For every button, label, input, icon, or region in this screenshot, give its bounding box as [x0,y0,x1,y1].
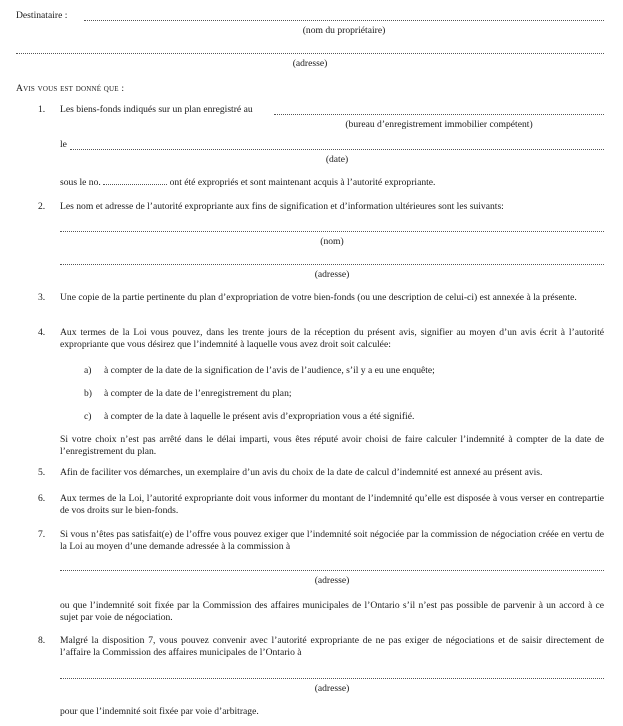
item-7-followup: ou que l’indemnité soit fixée par la Commission des affaires municipales de l’Ontario s’il n’est pas possible de parvenir à un accord à ce sujet par voie de négociation. [60,600,604,623]
item-5-number: 5. [38,467,46,478]
recipient-label: Destinataire : [16,10,68,21]
item-1-number: 1. [38,104,46,115]
item-8-followup: pour que l’indemnité soit fixée par voie d’arbitrage. [60,706,259,717]
sous-prefix: sous le no. [60,177,101,188]
omb-address-caption: (adresse) [314,683,350,694]
item-1-text: Les biens-fonds indiqués sur un plan enregistré au [60,104,253,115]
option-a-letter: a) [84,365,92,376]
commission-address-line[interactable] [60,570,604,571]
option-c-letter: c) [84,411,92,422]
option-b-letter: b) [84,388,92,399]
item-3-number: 3. [38,292,46,303]
authority-name-line[interactable] [60,231,604,232]
office-caption: (bureau d’enregistrement immobilier compétent) [345,119,533,130]
authority-name-caption: (nom) [320,236,344,247]
option-b-text: à compter de la date de l’enregistrement du plan; [104,388,292,399]
omb-address-line[interactable] [60,678,604,679]
item-4-number: 4. [38,327,46,338]
commission-address-caption: (adresse) [314,575,350,586]
le-label: le [60,139,67,150]
item-3-text: Une copie de la partie pertinente du plan d’expropriation de votre bien-fonds (ou une description de celui-ci) est annexée à la présente. [60,292,577,303]
authority-address-caption: (adresse) [314,269,350,280]
item-7-text: Si vous n’êtes pas satisfait(e) de l’offre vous pouvez exiger que l’indemnité soit négociée par la commission de négociation créée en vertu de la Loi au moyen d’une demande adressée à la commission à [60,529,604,552]
item-8-text: Malgré la disposition 7, vous pouvez convenir avec l’autorité expropriante de ne pas exiger de négociations et de saisir directement de l’affaire la Commission des affaires municipales de l’Ontario à [60,635,604,658]
plan-date-line[interactable] [70,149,604,150]
option-a-text: à compter de la date de la signification de l’avis de l’audience, s’il y a eu une enquête; [104,365,435,376]
item-8-number: 8. [38,635,46,646]
item-2-number: 2. [38,201,46,212]
item-5-text: Afin de faciliter vos démarches, un exemplaire d’un avis du choix de la date de calcul d’indemnité est annexé au présent avis. [60,467,543,478]
item-2-text: Les nom et adresse de l’autorité expropriante aux fins de signification et d’information ultérieures sont les suivants: [60,201,504,212]
recipient-owner-line[interactable] [84,20,604,21]
date-caption: (date) [325,154,349,165]
plan-number-field[interactable] [103,176,167,185]
item-4-text: Aux termes de la Loi vous pouvez, dans les trente jours de la réception du présent avis, signifier au moyen d’un avis écrit à l’autorité expropriante que vous désirez que l’indemnité à laquelle vous avez droit soit calculée: [60,327,604,350]
item-6-number: 6. [38,493,46,504]
recipient-address-line[interactable] [16,53,604,54]
sous-suffix: ont été expropriés et sont maintenant acquis à l’autorité expropriante. [169,177,436,188]
option-c-text: à compter de la date à laquelle le présent avis d’expropriation vous a été signifié. [104,411,415,422]
recipient-address-caption: (adresse) [292,58,328,69]
owner-caption: (nom du propriétaire) [302,25,386,36]
item-7-number: 7. [38,529,46,540]
land-registry-office-line[interactable] [274,114,604,115]
item-6-text: Aux termes de la Loi, l’autorité expropriante doit vous informer du montant de l’indemnité qu’elle est disposée à vous verser en contrepartie de vos droits sur le bien-fonds. [60,493,604,516]
notice-heading: Avis vous est donné que : [16,83,125,94]
authority-address-line[interactable] [60,264,604,265]
item-4-followup: Si votre choix n’est pas arrêté dans le délai imparti, vous êtes réputé avoir choisi de faire calculer l’indemnité à compter de la date de l’enregistrement du plan. [60,434,604,457]
plan-number-sentence [60,176,435,189]
